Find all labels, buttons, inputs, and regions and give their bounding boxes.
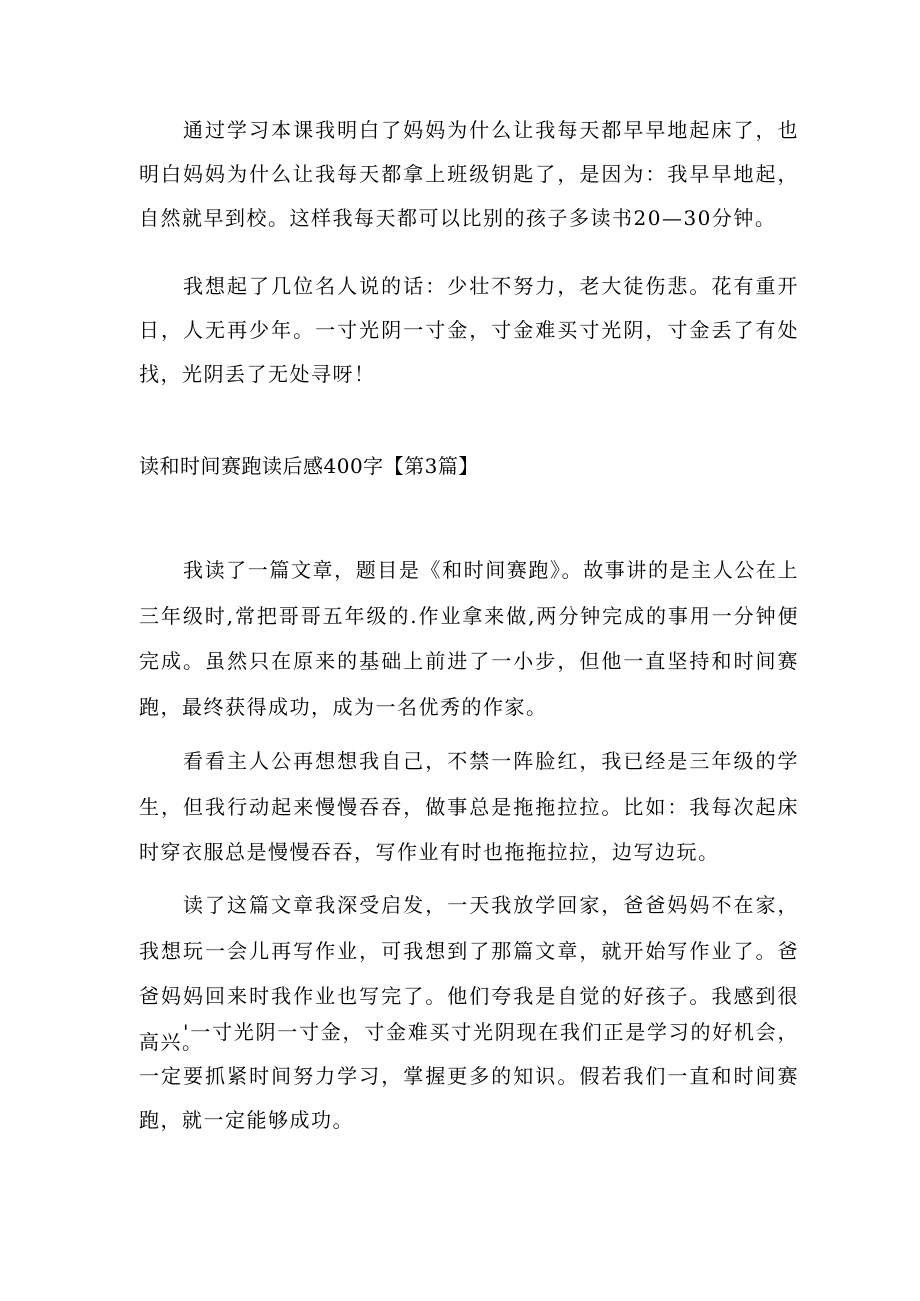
paragraph-1: 通过学习本课我明白了妈妈为什么让我每天都早早地起床了，也明白妈妈为什么让我每天都拿上班级钥匙了，是因为：我早早地起，自然就早到校。这样我每天都可以比别的孩子多读书20—30分钟。 <box>139 118 799 230</box>
paragraph-5: 读了这篇文章我深受启发，一天我放学回家，爸爸妈妈不在家，我想玩一会儿再写作业，可我想到了那篇文章，就开始写作业了。爸爸妈妈回来时我作业也写完了。他们夸我是自觉的好孩子。我感到很高兴。 <box>139 893 799 1054</box>
paragraph-3: 我读了一篇文章，题目是《和时间赛跑》。故事讲的是主人公在上三年级时,常把哥哥五年级的.作业拿来做,两分钟完成的事用一分钟便完成。虽然只在原来的基础上前进了一小步，但他一直坚持和时间赛跑，最终获得成功，成为一名优秀的作家。 <box>139 558 799 719</box>
paragraph-4: 看看主人公再想想我自己，不禁一阵脸红，我已经是三年级的学生，但我行动起来慢慢吞吞，做事总是拖拖拉拉。比如：我每次起床时穿衣服总是慢慢吞吞，写作业有时也拖拖拉拉，边写边玩。 <box>139 749 799 864</box>
paragraph-6: '一寸光阴一寸金，寸金难买寸光阴现在我们正是学习的好机会，一定要抓紧时间努力学习，掌握更多的知识。假若我们一直和时间赛跑，就一定能够成功。 <box>139 1020 799 1132</box>
paragraph-2: 我想起了几位名人说的话：少壮不努力，老大徒伤悲。花有重开日，人无再少年。一寸光阴一寸金，寸金难买寸光阴，寸金丢了有处找，光阴丢了无处寻呀！ <box>139 274 799 386</box>
section-heading: 读和时间赛跑读后感400字【第3篇】 <box>139 454 479 478</box>
